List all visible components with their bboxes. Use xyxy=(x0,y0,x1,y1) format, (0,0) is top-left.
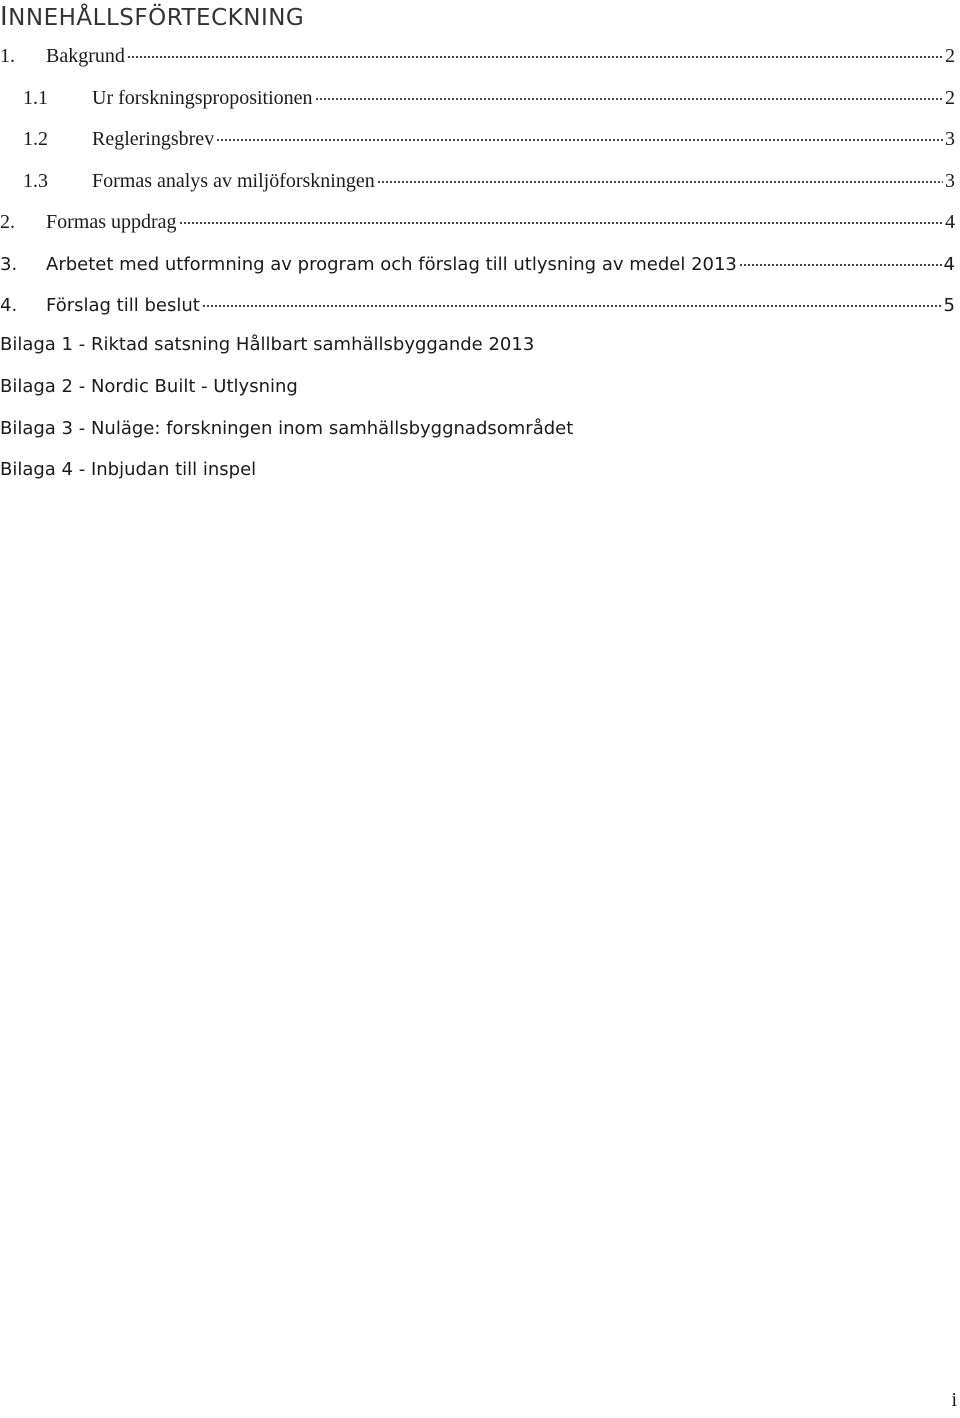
toc-title-rest: NNEHÅLLSFÖRTECKNING xyxy=(8,5,305,31)
toc-entry-forslag-till-beslut[interactable] xyxy=(0,291,955,319)
toc-entry-label: Formas uppdrag xyxy=(46,211,177,233)
appendix-item-3: Bilaga 3 - Nuläge: forskningen inom samhällsbyggnadsområdet xyxy=(0,418,574,439)
toc-entry-page: 3 xyxy=(945,128,955,150)
toc-entry-label: Regleringsbrev xyxy=(92,128,215,150)
toc-entry-regleringsbrev[interactable] xyxy=(0,125,955,153)
appendix-item-4: Bilaga 4 - Inbjudan till inspel xyxy=(0,459,257,480)
page-number: i xyxy=(951,1389,957,1411)
toc-entry-number: 1.2 xyxy=(23,128,48,150)
toc-entry-arbetet[interactable] xyxy=(0,250,955,278)
toc-entry-label: Förslag till beslut xyxy=(46,295,200,316)
toc-entry-page: 4 xyxy=(943,254,955,275)
toc-entry-bakgrund[interactable] xyxy=(0,42,955,70)
toc-entry-page: 5 xyxy=(943,295,955,316)
dot-leader xyxy=(739,252,942,272)
toc-title xyxy=(0,2,304,32)
toc-entry-page: 2 xyxy=(945,87,955,109)
toc-entry-number: 4. xyxy=(0,295,18,316)
toc-entry-number: 3. xyxy=(0,254,18,275)
toc-entry-formas-uppdrag[interactable] xyxy=(0,208,955,236)
toc-entry-label: Bakgrund xyxy=(46,45,125,67)
dot-leader xyxy=(179,210,943,230)
toc-entry-label: Arbetet med utformning av program och förslag till utlysning av medel 2013 xyxy=(46,254,737,275)
toc-title-initial: I xyxy=(0,2,9,32)
dot-leader xyxy=(127,44,943,64)
toc-entry-page: 4 xyxy=(945,211,955,233)
toc-entry-label: Formas analys av miljöforskningen xyxy=(92,170,375,192)
toc-entry-number: 1.3 xyxy=(23,170,48,192)
dot-leader xyxy=(216,127,943,147)
toc-entry-forskningspropositionen[interactable] xyxy=(0,84,955,112)
toc-entry-label: Ur forskningspropositionen xyxy=(92,87,313,109)
toc-entry-number: 2. xyxy=(0,211,15,233)
dot-leader xyxy=(202,293,942,313)
toc-entry-number: 1. xyxy=(0,45,15,67)
toc-entry-page: 2 xyxy=(945,45,955,67)
toc-entry-page: 3 xyxy=(945,170,955,192)
toc-entry-number: 1.1 xyxy=(23,87,48,109)
appendix-item-2: Bilaga 2 - Nordic Built - Utlysning xyxy=(0,376,298,397)
dot-leader xyxy=(315,86,943,106)
toc-entry-miljoforskningen[interactable] xyxy=(0,167,955,195)
appendix-item-1: Bilaga 1 - Riktad satsning Hållbart samhällsbyggande 2013 xyxy=(0,334,535,355)
dot-leader xyxy=(377,169,943,189)
